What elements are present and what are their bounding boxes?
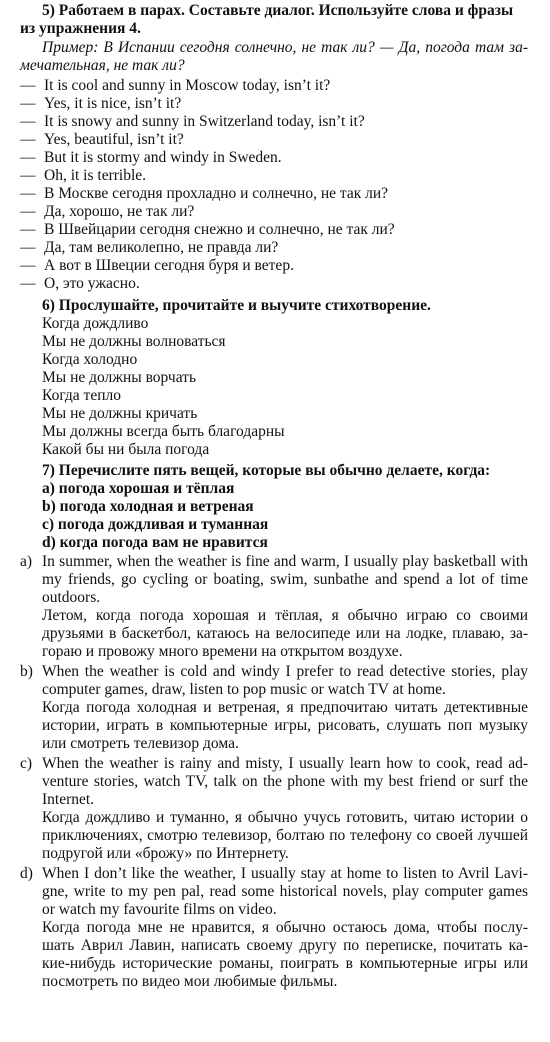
task5-heading-line2: из упражнения 4.: [20, 20, 141, 37]
dialogue-line: Yes, beautiful, isn’t it?: [44, 131, 184, 148]
answer-line: Когда погода мне не нравится, я обычно остаюсь дома, чтобы послу-: [42, 919, 528, 936]
answer-line: или смотреть телевизор дома.: [42, 735, 239, 752]
dialogue-line: Да, хорошо, не так ли?: [44, 203, 195, 220]
dialogue-line: It is snowy and sunny in Switzerland today, isn’t it?: [44, 113, 365, 130]
answer-line: In summer, when the weather is fine and warm, I usually play basketball with: [42, 553, 528, 570]
dialogue-dash: —: [20, 113, 36, 130]
dialogue-dash: —: [20, 257, 36, 274]
dialogue-line: Да, там великолепно, не правда ли?: [44, 239, 279, 256]
answer-line: Internet.: [42, 791, 95, 808]
dialogue-line: О, это ужасно.: [44, 275, 140, 292]
answer-line: посмотреть по видео мои любимые фильмы.: [42, 973, 338, 990]
dialogue-line: It is cool and sunny in Moscow today, isn’t it?: [44, 77, 331, 94]
dialogue-line: В Швейцарии сегодня снежно и солнечно, не так ли?: [44, 221, 395, 238]
poem-line: Мы не должны кричать: [42, 405, 198, 422]
answer-line: or watch my favourite films on video.: [42, 901, 277, 918]
answer-line: When the weather is rainy and misty, I usually learn how to cook, read ad-: [42, 755, 528, 772]
answer-marker: c): [20, 755, 33, 772]
dialogue-dash: —: [20, 239, 36, 256]
task5-heading-line1: 5) Работаем в парах. Составьте диалог. Используйте слова и фразы: [42, 2, 514, 19]
dialogue-dash: —: [20, 203, 36, 220]
dialogue-dash: —: [20, 131, 36, 148]
answer-marker: d): [20, 865, 33, 882]
answer-line: When I don’t like the weather, I usually stay at home to listen to Avril Lavi-: [42, 865, 528, 882]
dialogue-dash: —: [20, 95, 36, 112]
task7-option: d) когда погода вам не нравится: [42, 534, 268, 551]
poem-line: Мы должны всегда быть благодарны: [42, 423, 285, 440]
answer-line: Летом, когда погода хорошая и тёплая, я обычно играю со своими: [42, 607, 528, 624]
answer-line: друзьями в баскетбол, катаюсь на велосипеде или на лодке, плаваю, за-: [42, 625, 528, 642]
answer-marker: a): [20, 553, 33, 570]
answer-line: истории, играть в компьютерные игры, рисовать, слушать поп музыку: [42, 717, 528, 734]
dialogue-line: Oh, it is terrible.: [44, 167, 147, 184]
answer-line: outdoors.: [42, 589, 101, 606]
task7-option: a) погода хорошая и тёплая: [42, 480, 235, 497]
answer-line: подругой или «брожу» по Интернету.: [42, 845, 289, 862]
poem-line: Мы не должны волноваться: [42, 333, 226, 350]
answer-line: гораю и провожу много времени на открытом воздухе.: [42, 643, 403, 660]
answer-line: Когда дождливо и туманно, я обычно учусь готовить, читаю истории о: [42, 809, 528, 826]
poem-line: Когда тепло: [42, 387, 121, 404]
answer-line: my friends, go cycling or boating, swim, sunbathe and spend a lot of time: [42, 571, 528, 588]
answer-line: кие-нибудь исторические романы, поиграть в компьютерные игры или: [42, 955, 528, 972]
dialogue-line: В Москве сегодня прохладно и солнечно, не так ли?: [44, 185, 389, 202]
answer-line: приключениях, смотрю телевизор, болтаю по телефону со своей лучшей: [42, 827, 528, 844]
dialogue-dash: —: [20, 275, 36, 292]
task6-heading: 6) Прослушайте, прочитайте и выучите стихотворение.: [42, 297, 431, 314]
task7-heading: 7) Перечислите пять вещей, которые вы обычно делаете, когда:: [42, 462, 491, 479]
dialogue-dash: —: [20, 221, 36, 238]
task5-example-line2: мечательная, не так ли?: [20, 57, 185, 74]
poem-line: Мы не должны ворчать: [42, 369, 197, 386]
dialogue-line: But it is stormy and windy in Sweden.: [44, 149, 282, 166]
dialogue-dash: —: [20, 77, 36, 94]
answer-line: When the weather is cold and windy I prefer to read detective stories, play: [42, 663, 528, 680]
answer-line: computer games, draw, listen to pop music or watch TV at home.: [42, 681, 446, 698]
task5-example-line1: Пример: В Испании сегодня солнечно, не так ли? — Да, погода там за-: [42, 39, 528, 56]
poem-line: Когда холодно: [42, 351, 138, 368]
answer-line: шать Аврил Лавин, написать своему другу по переписке, почитать ка-: [42, 937, 528, 954]
answer-line: venture stories, watch TV, talk on the phone with my best friend or surf the: [42, 773, 528, 790]
answer-line: Когда погода холодная и ветреная, я предпочитаю читать детективные: [42, 699, 528, 716]
task7-option: c) погода дождливая и туманная: [42, 516, 269, 533]
answer-line: gne, write to my pen pal, read some historical novels, play computer games: [42, 883, 528, 900]
answer-marker: b): [20, 663, 33, 680]
dialogue-line: Yes, it is nice, isn’t it?: [44, 95, 182, 112]
task7-option: b) погода холодная и ветреная: [42, 498, 254, 515]
poem-line: Когда дождливо: [42, 315, 149, 332]
dialogue-dash: —: [20, 185, 36, 202]
poem-line: Какой бы ни была погода: [42, 441, 210, 458]
dialogue-dash: —: [20, 149, 36, 166]
dialogue-line: А вот в Швеции сегодня буря и ветер.: [44, 257, 294, 274]
dialogue-dash: —: [20, 167, 36, 184]
